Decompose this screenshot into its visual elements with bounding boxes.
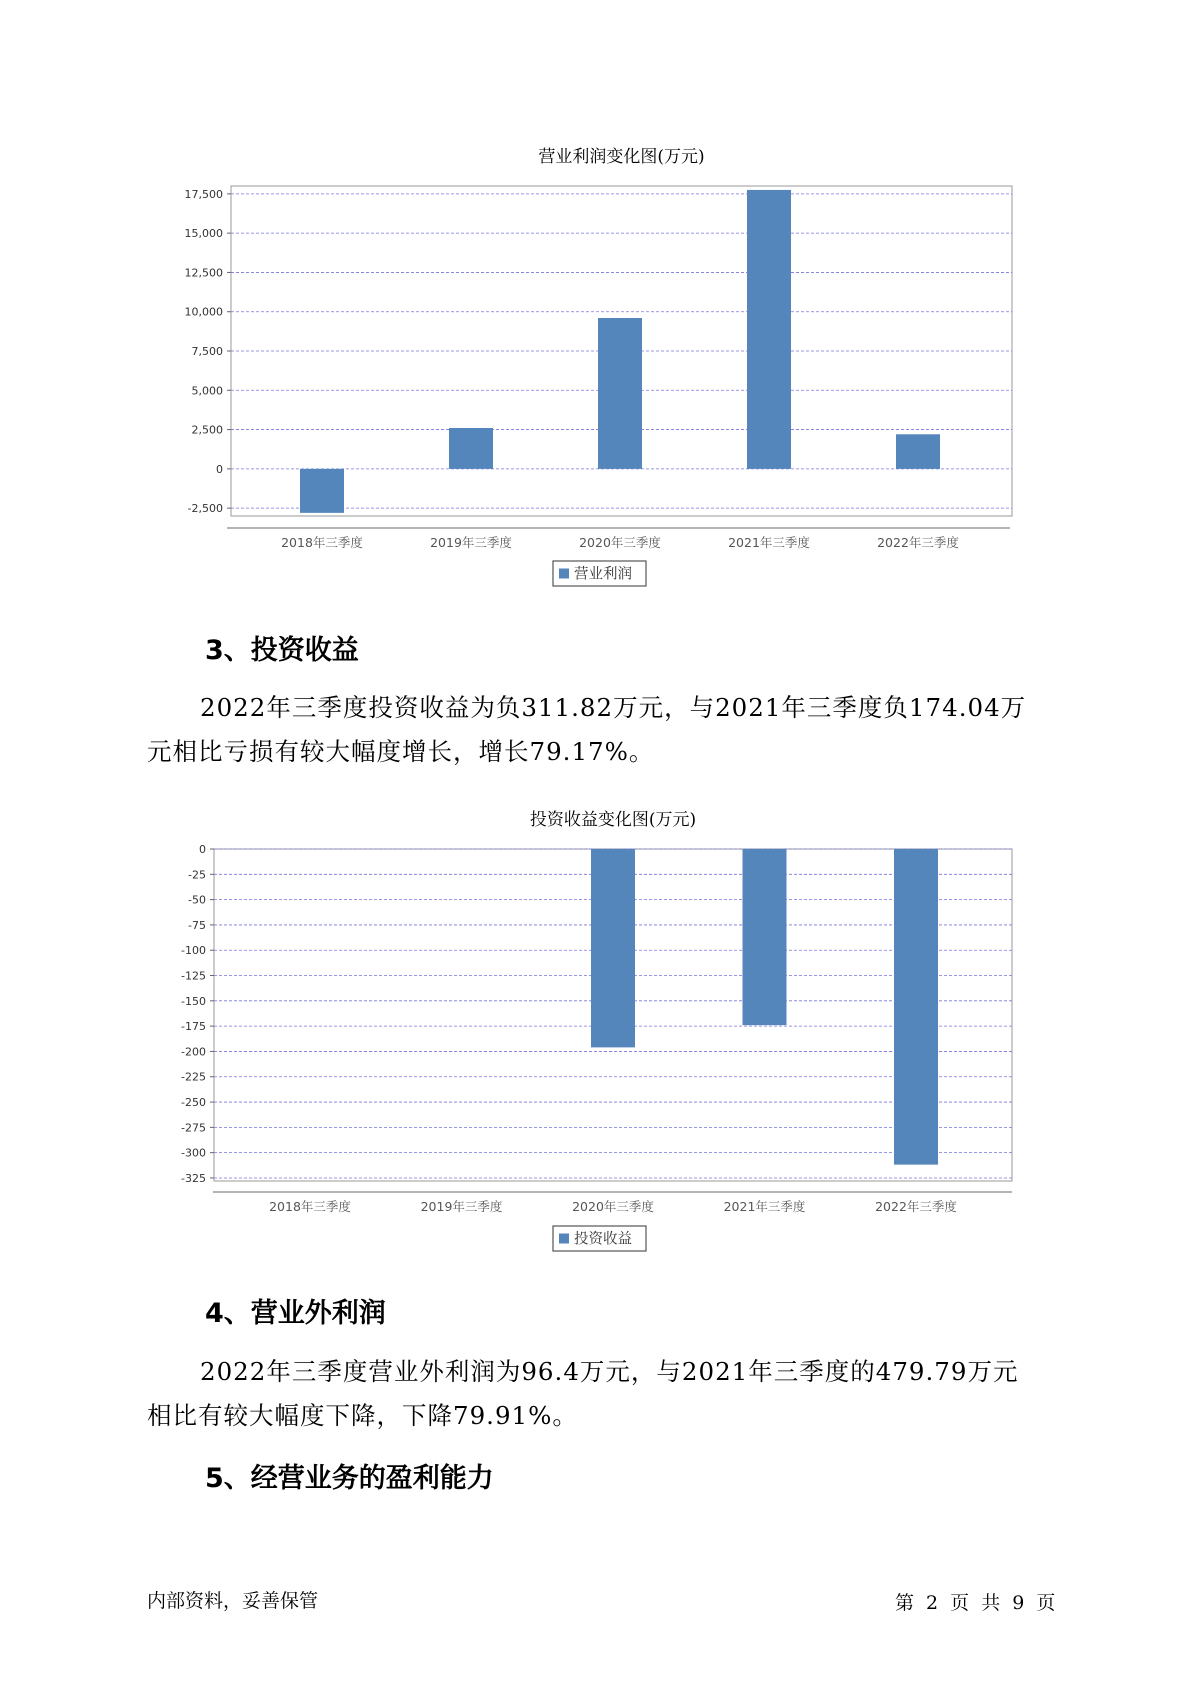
y-tick-label: -150 (181, 994, 206, 1008)
y-tick-label: -125 (181, 969, 206, 983)
y-tick-label: -25 (188, 868, 206, 882)
x-tick-label: 2020年三季度 (572, 1199, 654, 1214)
y-tick-label: 10,000 (184, 305, 223, 319)
x-tick-label: 2022年三季度 (875, 1199, 957, 1214)
y-tick-label: 15,000 (184, 227, 223, 241)
y-tick-label: -250 (181, 1096, 206, 1110)
section-5-heading: 5、经营业务的盈利能力 (205, 1463, 494, 1494)
y-tick-label: -2,500 (187, 502, 223, 516)
y-tick-label: -325 (181, 1171, 206, 1185)
chart-title: 投资收益变化图(万元) (529, 810, 697, 830)
y-tick-label: 12,500 (184, 266, 223, 280)
x-tick-label: 2019年三季度 (430, 535, 512, 550)
x-tick-label: 2022年三季度 (877, 535, 959, 550)
section-4-heading: 4、营业外利润 (205, 1298, 386, 1329)
section-3-heading: 3、投资收益 (205, 635, 359, 666)
bar (743, 849, 787, 1025)
x-tick-label: 2019年三季度 (420, 1199, 503, 1214)
y-tick-label: 2,500 (191, 423, 223, 437)
x-tick-label: 2021年三季度 (728, 535, 810, 550)
y-tick-label: -300 (181, 1146, 206, 1160)
y-tick-label: 17,500 (184, 187, 223, 201)
y-tick-label: -225 (181, 1070, 206, 1084)
y-tick-label: -200 (181, 1045, 206, 1059)
y-tick-label: -100 (181, 944, 206, 958)
section-4-paragraph (147, 1350, 1047, 1438)
paragraph-line: 2022年三季度投资收益为负311.82万元，与2021年三季度负174.04万 (200, 693, 1027, 722)
x-tick-label: 2020年三季度 (579, 535, 661, 550)
footer-confidential-note: 内部资料，妥善保管 (147, 1590, 319, 1612)
x-tick-label: 2018年三季度 (281, 535, 363, 550)
y-tick-label: -50 (188, 893, 206, 907)
paragraph-line: 相比有较大幅度下降，下降79.91%。 (147, 1401, 578, 1430)
bar (894, 849, 938, 1165)
paragraph-line: 2022年三季度营业外利润为96.4万元，与2021年三季度的479.79万元 (200, 1357, 1019, 1386)
legend-label: 投资收益 (574, 1231, 632, 1248)
legend-label: 营业利润 (574, 566, 632, 583)
x-tick-label: 2018年三季度 (269, 1199, 351, 1214)
y-tick-label: 7,500 (191, 345, 223, 358)
y-tick-label: -75 (188, 918, 206, 932)
footer-page-number: 第 2 页 共 9 页 (895, 1592, 1056, 1614)
y-tick-label: -175 (181, 1020, 206, 1034)
legend-swatch (559, 1234, 569, 1244)
paragraph-line: 元相比亏损有较大幅度增长，增长79.17%。 (147, 737, 655, 766)
chart-title: 营业利润变化图(万元) (538, 147, 705, 167)
y-tick-label: 0 (199, 843, 206, 856)
bar (591, 849, 635, 1047)
y-tick-label: 5,000 (191, 384, 223, 398)
x-tick-label: 2021年三季度 (723, 1199, 806, 1214)
y-tick-label: -275 (181, 1121, 206, 1135)
y-tick-label: 0 (216, 462, 223, 476)
